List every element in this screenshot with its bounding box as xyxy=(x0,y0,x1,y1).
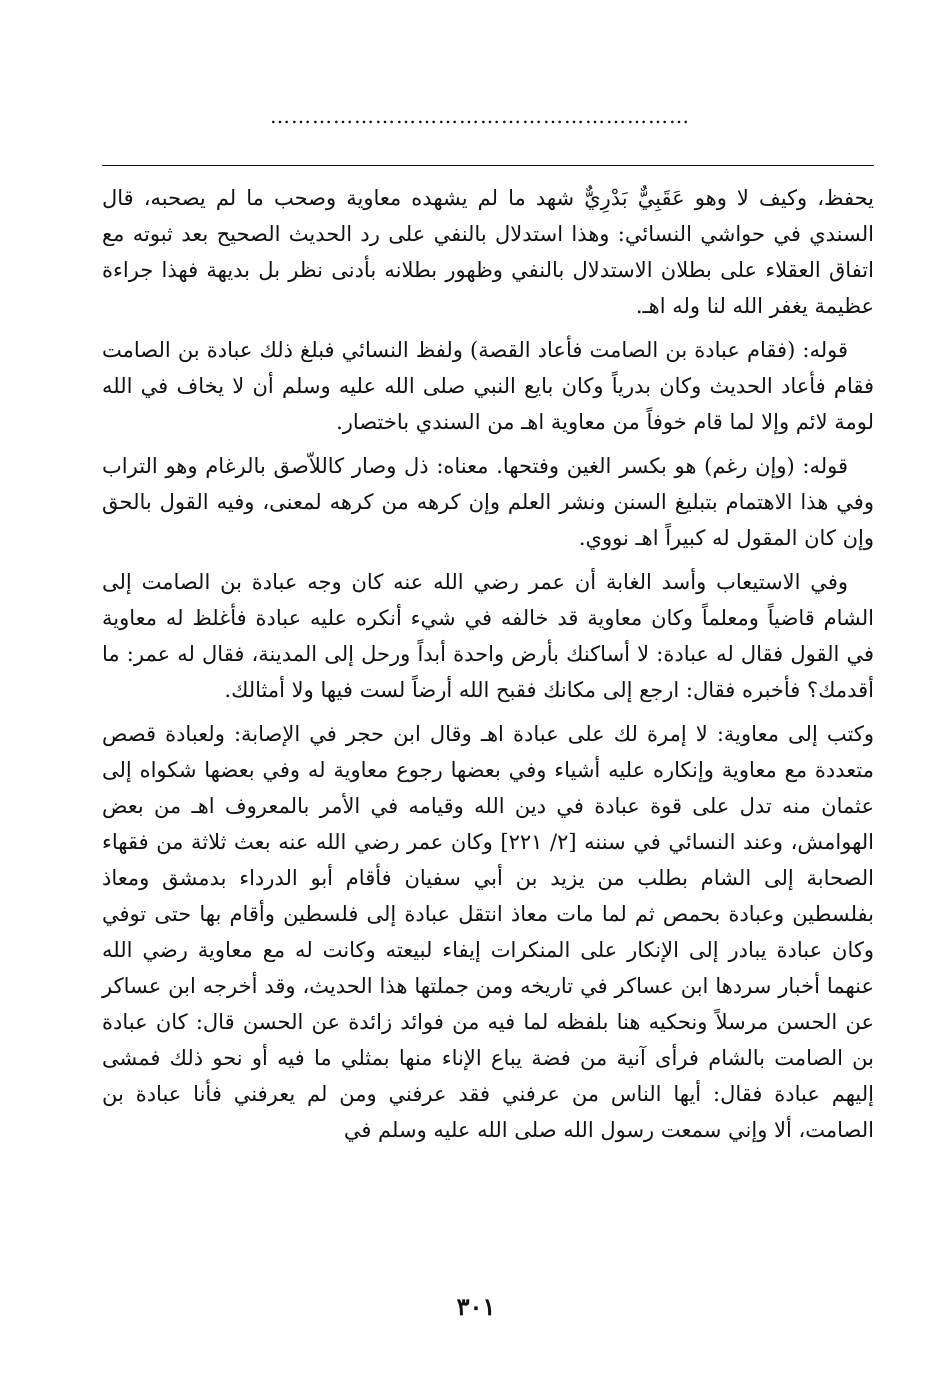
header-dotted-line: …………………………………………………… xyxy=(270,104,690,128)
paragraph-2: قوله: (فقام عبادة بن الصامت فأعاد القصة) ولفظ النسائي فبلغ ذلك عبادة بن الصامت فقام فأعاد الحديث وكان بدرياً وكان بايع النبي صلى الله عليه وسلم أن لا يخاف في الله لومة لائم وإلا لما قام خوفاً من معاوية اهـ من السندي باختصار. xyxy=(102,338,874,434)
paragraph-3: قوله: (وإن رغم) هو بكسر الغين وفتحها. معناه: ذل وصار كاللاّصق بالرغام وهو التراب وفي هذا الاهتمام بتبليغ السنن ونشر العلم وإن كرهه من كرهه لمعنى، وفيه القول بالحق وإن كان المقول له كبيراً اهـ نووي. xyxy=(102,454,874,550)
paragraph-1: يحفظ، وكيف لا وهو عَقَبِيٌّ بَدْرِيٌّ شهد ما لم يشهده معاوية وصحب ما لم يصحبه، قال السندي في حواشي النسائي: وهذا استدلال بالنفي على رد الحديث الصحيح بعد ثبوته مع اتفاق العقلاء على بطلان الاستدلال بالنفي وظهور بطلانه بأدنى نظر بل بديهة فهذا جراءة عظيمة يغفر الله لنا وله اهـ. xyxy=(102,186,874,318)
body-text xyxy=(102,180,874,1156)
paragraph-4: وفي الاستيعاب وأسد الغابة أن عمر رضي الله عنه كان وجه عبادة بن الصامت إلى الشام قاضياً ومعلماً وكان معاوية قد خالفه في شيء أنكره عليه عبادة فأغلظ له معاوية في القول فقال له عبادة: لا أساكنك بأرض واحدة أبداً ورحل إلى المدينة، فقال له عمر: ما أقدمك؟ فأخبره فقال: ارجع إلى مكانك فقبح الله أرضاً لست فيها ولا أمثالك. xyxy=(102,570,874,702)
page-number: ٣٠١ xyxy=(456,1292,496,1321)
paragraph-5: وكتب إلى معاوية: لا إمرة لك على عبادة اهـ وقال ابن حجر في الإصابة: ولعبادة قصص متعددة مع معاوية وإنكاره عليه أشياء وفي بعضها رجوع معاوية له وفي بعضها شكواه إلى عثمان منه تدل على قوة عبادة في دين الله وقيامه في الأمر بالمعروف اهـ من بعض الهوامش، وعند النسائي في سننه [٢/ ٢٢١] وكان عمر رضي الله عنه بعث ثلاثة من فقهاء الصحابة إلى الشام بطلب من يزيد بن أبي سفيان فأقام أبو الدرداء بدمشق ومعاذ بفلسطين وعبادة بحمص ثم لما مات معاذ انتقل عبادة إلى فلسطين وأقام بها حتى توفي وكان عبادة يبادر إلى الإنكار على المنكرات إيفاء لبيعته وكانت له مع معاوية رضي الله عنهما أخبار سردها ابن عساكر في تاريخه ومن جملتها هذا الحديث، وقد أخرجه ابن عساكر عن الحسن مرسلاً ونحكيه هنا بلفظه لما فيه من فوائد زائدة عن الحسن قال: كان عبادة بن الصامت بالشام فرأى آنية من فضة يباع الإناء منها بمثلي ما فيه أو نحو ذلك فمشى إليهم عبادة فقال: أيها الناس من عرفني فقد عرفني ومن لم يعرفني فأنا عبادة بن الصامت، ألا وإني سمعت رسول الله صلى الله عليه وسلم في xyxy=(102,722,874,1142)
header-rule xyxy=(102,165,874,166)
